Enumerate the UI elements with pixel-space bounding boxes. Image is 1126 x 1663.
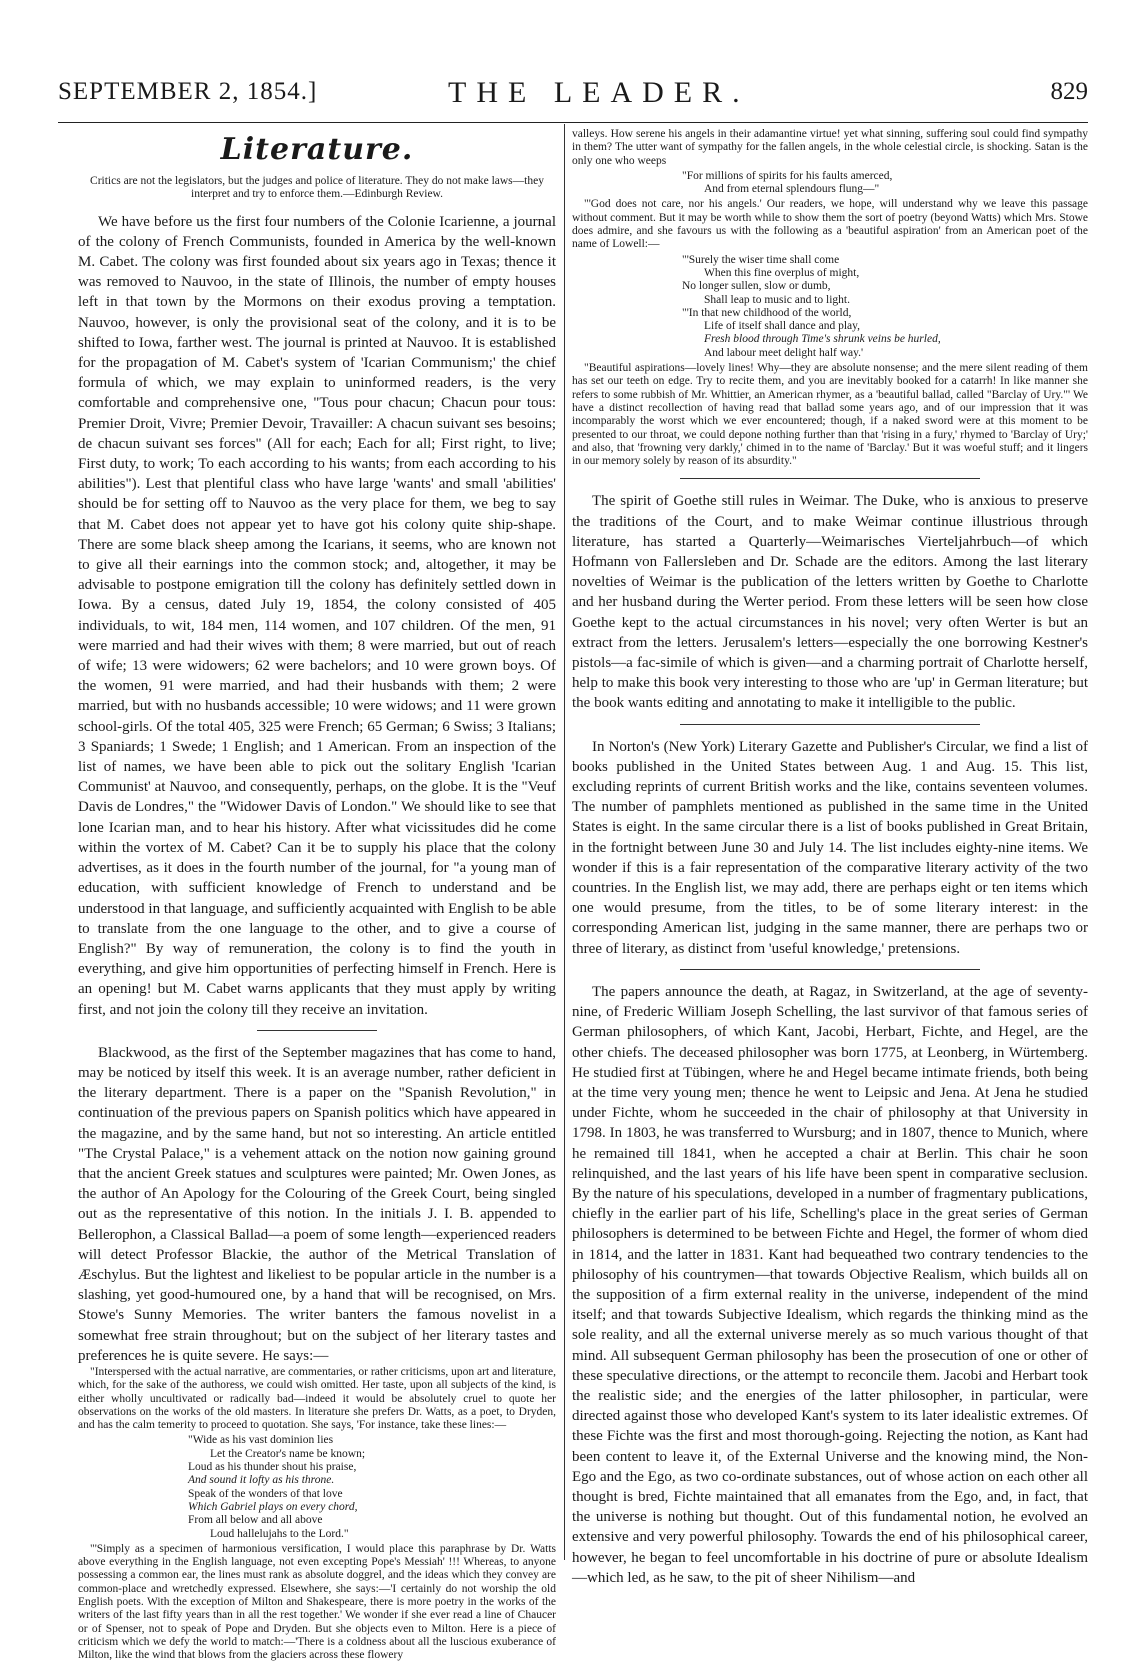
section-motto: Critics are not the legislators, but the judges and police of literature. They do not make laws—they interpret and try to enforce them.—Edinburgh Review. [90, 175, 544, 201]
quote-paragraph: "Interspersed with the actual narrative, are commentaries, or rather criticisms, upon art and literature, which, for the sake of the authoress, we could wish omitted. Her taste, upon all subjects of the kind, is either wholly uncultivated or radically bad—indeed it would be absolutely cruel to quote her observations on the works of the old masters. In literature she prefers Dr. Watts, as a poet, to Dryden, and has the calm temerity to proceed to quotation. She says, 'For instance, take these lines:— [78, 1365, 556, 1432]
stowe-quotation-continued [572, 128, 1088, 468]
header-rule [58, 122, 1088, 123]
verse-line: From all below and all above [188, 1514, 323, 1527]
verse-line: "'Surely the wiser time shall come [682, 253, 840, 266]
article-paragraph: The papers announce the death, at Ragaz, in Switzerland, at the age of seventy-nine, of Frederic William Joseph Schelling, the last survivor of that famous series of German philosophers, of which Kant, Jacobi, Herbart, Fichte, and Hegel, are the other chiefs. The deceased philosopher was born 1775, at Leonberg, in Würtemberg. He studied first at Tübingen, where he and Hegel became intimate friends, both being at the time very young men; thence he went to Leipsic and Jena. At Jena he studied under Fichte, whom he succeeded in the chair of philosophy at that University in 1798. In 1803, he was transferred to Wursburg; and in 1807, thence to Munich, where he remained till 1841, when he accepted a chair at Berlin. This chair he soon relinquished, and the last years of his life have been spent in comparative seclusion. By the nature of his speculations, developed in a number of fragmentary publications, chiefly in the earlier part of his life, Schelling's place in the great series of German philosophers is determined to be between Fichte and Hegel, the former of whom died in 1814, and the latter in 1831. Kant had bequeathed two contrary tendencies to the philosophy of his countrymen—that towards Objective Realism, which builds all on the supposition of a firm external reality in the universe, independent of the mind itself; and that towards Subjective Idealism, which regards the thinking mind as the sole reality, and all the external universe merely as so much various thought of that mind. All subsequent German philosophy has been the prosecution of one or other of these speculative directions, or the attempt to reconcile them. Jacobi and Herbart took the realistic side; and the energies of the latter philosopher, in particular, were directed against those who developed Kant's system to its later idealistic extremes. Of these Fichte was the first and most thorough-going. Rejecting the notion, as Kant had been content to leave it, of the External Universe and the knowing mind, the Non-Ego and the Ego, as two co-ordinate substances, out of whose action on each other all thought is bred, Fichte maintained that all emanates from the Ego, and, in fact, that the universe is nothing but thought. Out of this fundamental notion, he evolved an extensive and very powerful philosophy. Towards the end of his philosophical career, however, he began to feel uncomfortable in his doctrine of pure or absolute Idealism—which led, as he saw, to the pit of sheer Nihilism—and [572, 983, 1088, 1586]
verse-line: When this fine overplus of might, [704, 266, 860, 279]
page-header [58, 76, 1088, 116]
article-paragraph: We have before us the first four numbers of the Colonie Icarienne, a journal of the colony of French Communists, founded in America by the well-known M. Cabet. The colony was first founded about six years ago in Texas; thence it was removed to Nauvoo, in the state of Illinois, the number of empty houses left in that town by the Mormons on their exodus proving a temptation. Nauvoo, however, is only the provisional seat of the colony, and it is to be shifted to Iowa, farther west. The journal is printed at Nauvoo. It is established for the propagation of M. Cabet's system of 'Icarian Communism;' the chief formula of which, we may explain to uninformed readers, is the very comfortable and comprehensive one, "Tous pour chacun; Chacun pour tous: Premier Droit, Vivre; Premier Devoir, Travailler: A chacun suivant ses besoins; de chacun suivant ses forces" (All for each; Each for all; First right, to live; First duty, to work; To each according to his wants; from each according to his abilities"). Lest that plentiful class who have large 'wants' and small 'abilities' should be for setting off to Nauvoo as the very place for them, we beg to say that M. Cabet does not appear yet to have got his colony quite ship-shape. There are some black sheep among the Icarians, it seems, who are known not to give all their earnings into the common stock; and, altogether, it may be advisable to postpone emigration till the colony has definitely settled down in Iowa. By a census, dated July 19, 1854, the colony consisted of 405 individuals, to wit, 184 men, 114 women, and 107 children. Of the men, 91 were married and had their wives with them; 8 were married, but out of reach of wife; 13 were widowers; 62 were bachelors; and 10 were grown boys. Of the women, 91 were married, and had their husbands with them; 2 were married, but with no husbands accessible; 10 were widows; and 11 were grown school-girls. Of the total 405, 325 were French; 65 German; 6 Swiss; 3 Italians; 3 Spaniards; 1 Swede; 1 English; and 1 American. From an inspection of the list of names, we have been able to pick out the solitary English 'Icarian Communist' at Nauvoo, and consequently, perhaps, on the globe. It is the "Veuf Davis de Londres," the "Widower Davis of London." We should like to see that lone Icarian man, and to hear his history. After what vicissitudes did he come within the vortex of M. Cabet? Can it be to supply his place that the colony advertises, as it does in the fourth number of the journal, for "a young man of education, with sufficient knowledge of French to understand and be understood in that language, and sufficiently acquainted with English to be able to translate from the one language to the other, and to give a course of English?" By way of remuneration, the colony is to find the youth in everything, and give him opportunities of perfecting himself in French. Here is an opening! but M. Cabet warns applicants that they must apply by writing first, and not join the colony till they receive an invitation. [78, 213, 556, 1018]
verse-line: Life of itself shall dance and play, [704, 320, 861, 333]
issue-date: SEPTEMBER 2, 1854.] [58, 78, 318, 105]
verse-line: Which Gabriel plays on every chord, [188, 1500, 358, 1513]
verse-line: Shall leap to music and to light. [704, 293, 850, 306]
norton-article [572, 737, 1088, 959]
blackwood-article [78, 1043, 556, 1366]
newspaper-title: THE LEADER. [448, 76, 750, 109]
verse-block [682, 254, 1088, 360]
quote-paragraph: "'Simply as a specimen of harmonious versification, I would place this paraphrase by Dr. Watts above everything in the English language, not even excepting Pope's Messiah' !!! Whereas, to anyone possessing a common ear, the lines must rank as absolute doggrel, and the ideas which they convey are common-place and wretchedly expressed. Elsewhere, she says:—'I certainly do not worship the old English poets. With the exception of Milton and Shakespeare, there is more poetry in the works of the writers of the last fifty years than in all the rest together.' We wonder if she ever read a line of Chaucer or of Spenser, not to speak of Pope and Dryden. But she objects even to Milton. Here is a piece of criticism which we defy the world to match:—'There is a coldness about all the luscious exuberance of Milton, like the wind that blows from the glaciers across these flowery [78, 1542, 556, 1662]
article-separator [257, 1030, 377, 1031]
verse-block [682, 170, 1088, 197]
verse-line: "For millions of spirits for his faults amerced, [682, 169, 893, 182]
verse-line: Loud hallelujahs to the Lord." [210, 1527, 349, 1540]
column-divider [564, 124, 565, 1560]
article-separator [680, 969, 980, 970]
article-paragraph: The spirit of Goethe still rules in Weimar. The Duke, who is anxious to preserve the traditions of the Court, and to make Weimar continue illustrious through literature, has started a Quarterly—Weimarisches Vierteljahrbuch—of which Hofmann von Fallersleben and Dr. Schade are the editors. Among the last literary novelties of Weimar is the publication of the letters written by Goethe to Charlotte and her husband during the Werter period. From these letters will be seen how close Goethe kept to the actual circumstances in his novel; very often Werter is but an extract from the letters. Jerusalem's letters—especially the one borrowing Kestner's pistols—a fac-simile of which is given—and a charming portrait of Charlotte herself, help to make this book very interesting to those who are 'up' in German literature; but the book wants editing and annotating to make it intelligible to the public. [572, 493, 1088, 712]
verse-block [188, 1434, 556, 1540]
verse-line: And labour meet delight half way.' [704, 346, 864, 359]
verse-line: Speak of the wonders of that love [188, 1487, 343, 1500]
article-separator [680, 724, 980, 725]
page-number: 829 [1050, 78, 1088, 105]
stowe-quotation [78, 1366, 556, 1663]
goethe-article [572, 491, 1088, 713]
article-paragraph: In Norton's (New York) Literary Gazette and Publisher's Circular, we find a list of books published in the United States between Aug. 1 and Aug. 15. This list, excluding reprints of current British works and the like, contains seventeen volumes. The number of pamphlets mentioned as published in the same time in the United States is eight. In the same circular there is a list of books published in Great Britain, in the fortnight between June 30 and July 14. The list includes eighty-nine items. We wonder if this is a fair representation of the comparative literary activity of the two countries. In the English list, we may add, there are perhaps eight or ten items which one would presume, from the titles, to be of some literary interest: in the corresponding American list, judging in the same manner, there are perhaps two or three of literary, as distinct from 'useful knowledge,' pretensions. [572, 738, 1088, 957]
article-separator [680, 478, 980, 479]
verse-line: And from eternal splendours flung—" [704, 183, 880, 196]
section-title: Literature. [220, 132, 414, 167]
right-column [572, 128, 1088, 1586]
verse-line: No longer sullen, slow or dumb, [682, 280, 831, 293]
verse-line: "Wide as his vast dominion lies [188, 1434, 334, 1447]
quote-paragraph: valleys. How serene his angels in their adamantine virtue! yet what sinning, suffering soul could find sympathy in them? The utter want of sympathy for the fallen angels, in the whole celestial circle, is shocking. Satan is the only one who weeps [572, 128, 1088, 167]
verse-line: "'In that new childhood of the world, [682, 306, 852, 319]
verse-line: Fresh blood through Time's shrunk veins be hurled, [704, 333, 941, 346]
verse-line: Let the Creator's name be known; [210, 1447, 366, 1460]
icarian-article [78, 212, 556, 1020]
left-column [78, 128, 556, 1662]
quote-paragraph: "Beautiful aspirations—lovely lines! Why—they are absolute nonsense; and the mere silent reading of them has set our teeth on edge. Try to recite them, and you are inevitably booked for a catarrh! In like manner she refers to some rubbish of Mr. Whittier, an American rhymer, as a 'beautiful ballad, called "Barclay of Ury."' We have a distinct recollection of having read that ballad some years ago, and of our impression that it was incomparably the worst which we ever encountered; though, if a naked sword were at this moment to be presented to our throat, we could depone nothing further than that 'rising in a fury,' rhymed to 'Barclay of Ury;' and also, that 'frowning very darkly,' chimed in to the name of 'Barclay.' But it was woeful stuff; and it lingers in our memory solely by reason of its absurdity." [572, 362, 1088, 468]
verse-line: And sound it lofty as his throne. [188, 1474, 335, 1487]
schelling-article [572, 982, 1088, 1588]
article-paragraph: Blackwood, as the first of the September magazines that has come to hand, may be noticed by itself this week. It is an average number, rather deficient in the literary department. There is a paper on the "Spanish Revolution," in continuation of the previous papers on Spanish politics which have appeared in the magazine, and by the same hand, but not so interesting. An article entitled "The Crystal Palace," is a vehement attack on the notion now gaining ground that the ancient Greek statues and sculptures were painted; Mr. Owen Jones, as the author of An Apology for the Colouring of the Greek Court, being singled out as the representative of this notion. In the initials J. I. B. appended to Bellerophon, a Classical Ballad—a poem of some length—experienced readers will detect Professor Blackie, the author of the Metrical Translation of Æschylus. But the lightest and likeliest to be popular article in the number is a slashing, yet good-humoured one, by a hand that will be recognised, on Mrs. Stowe's Sunny Memories. The writer banters the famous novelist in a somewhat free strain throughout; but on the subject of her literary tastes and preferences he is quite severe. He says:— [78, 1044, 556, 1364]
verse-line: Loud as his thunder shout his praise, [188, 1461, 357, 1474]
quote-paragraph: "'God does not care, nor his angels.' Our readers, we hope, will understand why we leave this passage without comment. But it may be worth while to show them the sort of poetry (beyond Watts) which Mrs. Stowe does admire, and she favours us with the following as a 'beautiful aspiration' from an American poet of the name of Lowell:— [572, 198, 1088, 251]
